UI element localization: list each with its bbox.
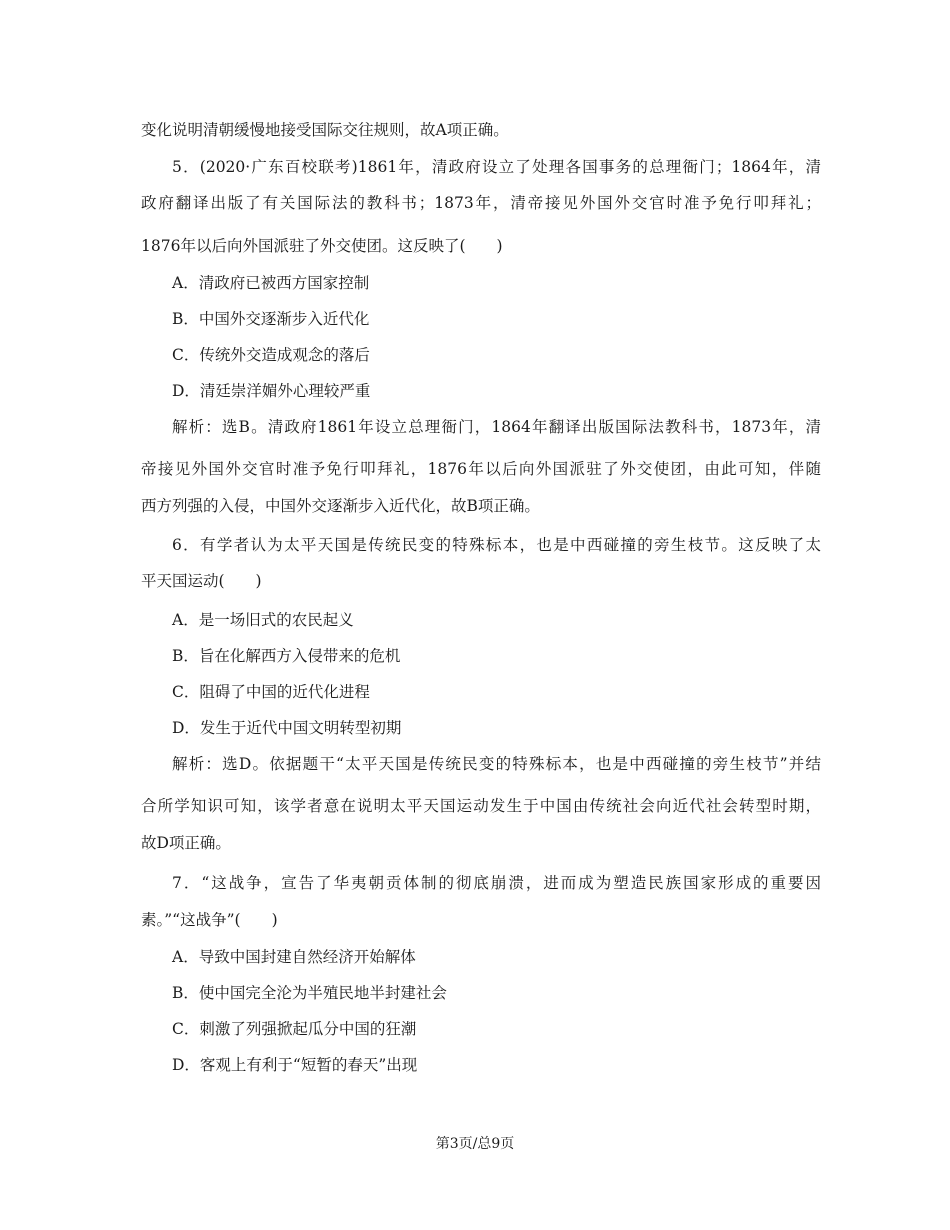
- q6-option-a: A．是一场旧式的农民起义: [172, 611, 354, 629]
- q6-option-c: C．阻碍了中国的近代化进程: [172, 683, 370, 701]
- q6-stem-line-1: 6．有学者认为太平天国是传统民变的特殊标本，也是中西碰撞的旁生枝节。这反映了太: [172, 536, 821, 554]
- q5-option-a: A．清政府已被西方国家控制: [172, 274, 370, 292]
- q5-option-c: C．传统外交造成观念的落后: [172, 346, 370, 364]
- q6-option-b: B．旨在化解西方入侵带来的危机: [172, 647, 401, 665]
- q5-analysis-line-2: 帝接见外国外交官时准予免行叩拜礼，1876年以后向外国派驻了外交使团，由此可知，伴随: [141, 460, 821, 478]
- q4-analysis-tail: 变化说明清朝缓慢地接受国际交往规则，故A项正确。: [141, 121, 509, 139]
- q7-stem-line-2: 素。”“这战争”( ): [141, 911, 278, 929]
- q5-option-d: D．清廷崇洋媚外心理较严重: [172, 382, 371, 400]
- q7-option-a: A．导致中国封建自然经济开始解体: [172, 948, 416, 966]
- q5-analysis-line-1: 解析：选B。清政府1861年设立总理衙门，1864年翻译出版国际法教科书，1873年，清: [172, 418, 821, 436]
- page-number-footer: 第3页/总9页: [435, 1136, 515, 1152]
- q7-stem-line-1: 7．“这战争，宣告了华夷朝贡体制的彻底崩溃，进而成为塑造民族国家形成的重要因: [172, 874, 821, 892]
- q7-option-d: D．客观上有利于“短暂的春天”出现: [172, 1056, 418, 1074]
- q5-stem-line-2: 政府翻译出版了有关国际法的教科书；1873年，清帝接见外国外交官时准予免行叩拜礼；: [141, 194, 821, 212]
- q6-analysis-line-2: 合所学知识可知，该学者意在说明太平天国运动发生于中国由传统社会向近代社会转型时期，: [141, 797, 821, 815]
- q6-stem-line-2: 平天国运动( ): [141, 572, 262, 590]
- q6-analysis-line-1: 解析：选D。依据题干“太平天国是传统民变的特殊标本，也是中西碰撞的旁生枝节”并结: [172, 755, 821, 773]
- q6-option-d: D．发生于近代中国文明转型初期: [172, 719, 402, 737]
- q7-option-c: C．刺激了列强掀起瓜分中国的狂潮: [172, 1020, 417, 1038]
- q5-analysis-line-3: 西方列强的入侵，中国外交逐渐步入近代化，故B项正确。: [141, 497, 540, 515]
- q7-option-b: B．使中国完全沦为半殖民地半封建社会: [172, 984, 447, 1002]
- q5-option-b: B．中国外交逐渐步入近代化: [172, 310, 370, 328]
- q5-stem-line-1: 5．(2020·广东百校联考)1861年，清政府设立了处理各国事务的总理衙门；1864年，清: [172, 158, 821, 176]
- q5-stem-line-3: 1876年以后向外国派驻了外交使团。这反映了( ): [141, 237, 503, 255]
- q6-analysis-line-3: 故D项正确。: [141, 834, 231, 852]
